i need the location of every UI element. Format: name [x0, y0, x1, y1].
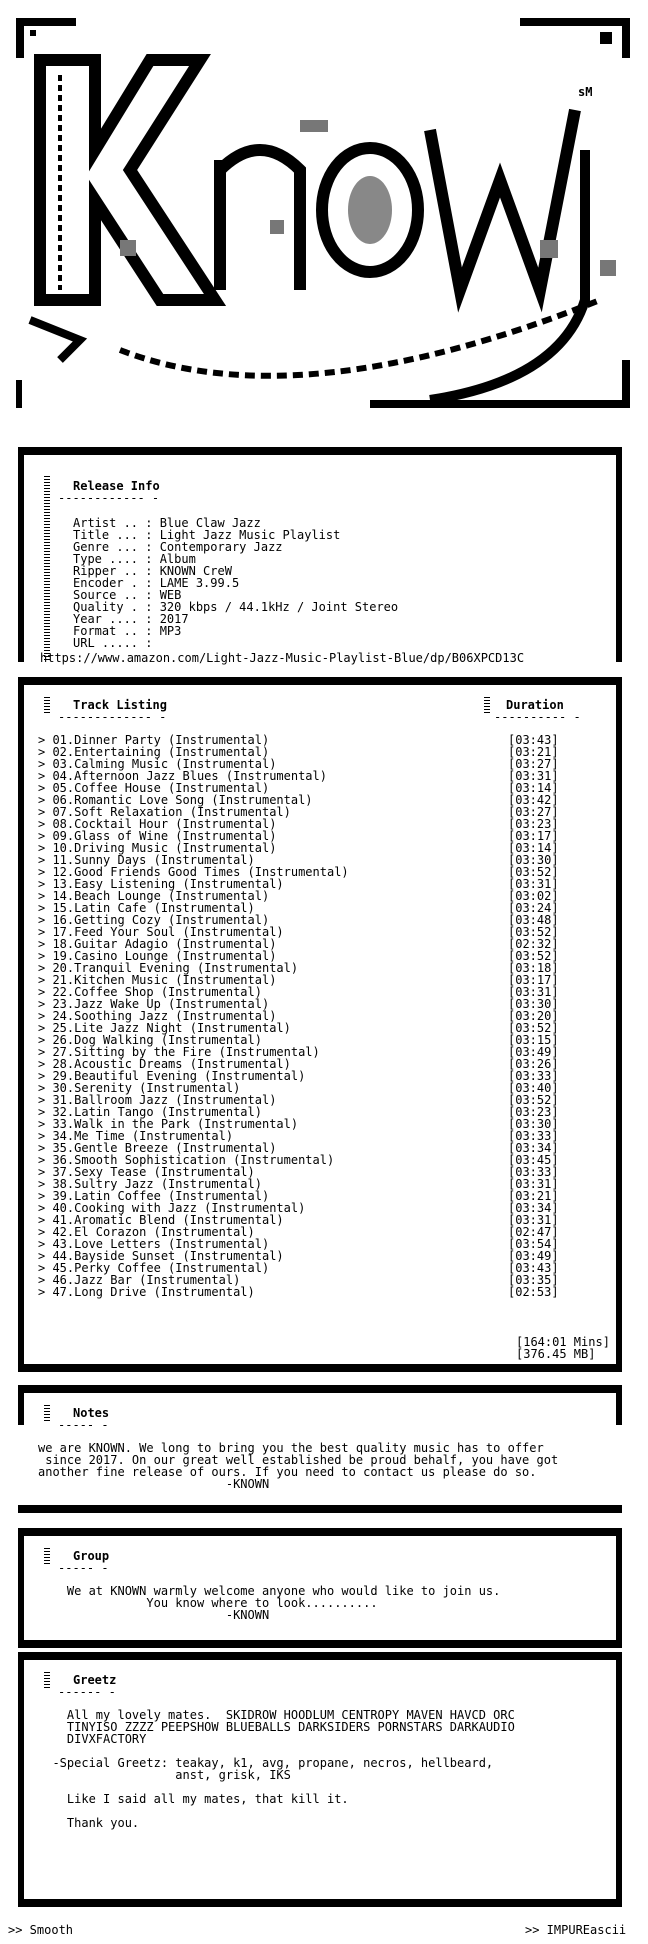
- text-line: Like I said all my mates, that kill it.: [38, 1792, 349, 1806]
- track-duration: [03:33]: [508, 1129, 559, 1143]
- track-duration: [03:48]: [508, 913, 559, 927]
- track-name: > 28.Acoustic Dreams (Instrumental): [38, 1057, 291, 1071]
- track-name: > 03.Calming Music (Instrumental): [38, 757, 277, 771]
- section-rule: ----- -: [58, 1418, 109, 1432]
- track-duration: [03:52]: [508, 949, 559, 963]
- track-name: > 34.Me Time (Instrumental): [38, 1129, 234, 1143]
- track-duration: [02:53]: [508, 1285, 559, 1299]
- release-field-value: KNOWN CreW: [159, 564, 232, 578]
- known-ascii-logo: [0, 0, 648, 440]
- release-field: [73, 637, 160, 649]
- track-name: > 01.Dinner Party (Instrumental): [38, 733, 270, 747]
- track-duration: [03:31]: [508, 1213, 559, 1227]
- release-field-label: Encoder . :: [73, 576, 160, 590]
- release-field-value: Album: [159, 552, 196, 566]
- release-field-label: Genre ... :: [73, 540, 160, 554]
- track-name: > 17.Feed Your Soul (Instrumental): [38, 925, 284, 939]
- track-duration: [03:30]: [508, 1117, 559, 1131]
- section-title: Greetz: [73, 1673, 117, 1687]
- release-field-value: 320 kbps / 44.1kHz / Joint Stereo: [159, 600, 399, 614]
- track-name: > 45.Perky Coffee (Instrumental): [38, 1261, 270, 1275]
- track-name: > 27.Sitting by the Fire (Instrumental): [38, 1045, 320, 1059]
- release-field-label: Source .. :: [73, 588, 160, 602]
- release-field-value: MP3: [159, 624, 182, 638]
- track-name: > 11.Sunny Days (Instrumental): [38, 853, 255, 867]
- track-duration: [03:23]: [508, 1105, 559, 1119]
- text-line: -Special Greetz: teakay, k1, avg, propane, necros, hellbeard,: [38, 1756, 494, 1770]
- track-row: [38, 1286, 618, 1298]
- track-duration: [03:33]: [508, 1069, 559, 1083]
- release-field-value: LAME 3.99.5: [159, 576, 240, 590]
- track-duration: [03:30]: [508, 853, 559, 867]
- frame-right: [616, 447, 622, 662]
- logo-graphic: [0, 0, 648, 440]
- track-name: > 12.Good Friends Good Times (Instrumental): [38, 865, 349, 879]
- frame-shade: [484, 695, 490, 713]
- track-name: > 16.Getting Cozy (Instrumental): [38, 913, 270, 927]
- track-name: > 42.El Corazon (Instrumental): [38, 1225, 255, 1239]
- frame-right: [616, 1528, 622, 1648]
- text-line: TINYISO ZZZZ PEEPSHOW BLUEBALLS DARKSIDERS PORNSTARS DARKAUDIO: [38, 1720, 515, 1734]
- section-title: Release Info: [73, 479, 160, 493]
- frame-left: [18, 1385, 24, 1425]
- release-field-value: Contemporary Jazz: [159, 540, 283, 554]
- text-line: DIVXFACTORY: [38, 1732, 147, 1746]
- notes-section: [18, 1385, 622, 1515]
- track-name: > 18.Guitar Adagio (Instrumental): [38, 937, 277, 951]
- track-duration: [03:34]: [508, 1141, 559, 1155]
- release-field-label: Format .. :: [73, 624, 160, 638]
- track-duration: [03:35]: [508, 1273, 559, 1287]
- track-duration: [02:32]: [508, 937, 559, 951]
- text-line: since 2017. On our great well established be proud behalf, you have got: [38, 1453, 559, 1467]
- track-duration: [03:02]: [508, 889, 559, 903]
- track-name: > 24.Soothing Jazz (Instrumental): [38, 1009, 277, 1023]
- release-url[interactable]: https://www.amazon.com/Light-Jazz-Music-Playlist-Blue/dp/B06XPCD13C: [40, 651, 525, 665]
- frame-shade: [44, 1670, 50, 1688]
- greetz-section: [18, 1652, 622, 1907]
- frame-top: [18, 677, 622, 685]
- total-time: [164:01 Mins]: [516, 1335, 610, 1349]
- frame-top: [18, 447, 622, 455]
- track-duration: [03:31]: [508, 769, 559, 783]
- release-field-value: WEB: [159, 588, 182, 602]
- track-name: > 06.Romantic Love Song (Instrumental): [38, 793, 313, 807]
- track-duration: [03:40]: [508, 1081, 559, 1095]
- footer-left-credit: >> Smooth: [8, 1923, 74, 1937]
- release-field-label: Year .... :: [73, 612, 160, 626]
- track-name: > 35.Gentle Breeze (Instrumental): [38, 1141, 277, 1155]
- track-duration: [03:18]: [508, 961, 559, 975]
- track-duration: [02:47]: [508, 1225, 559, 1239]
- track-duration: [03:33]: [508, 1165, 559, 1179]
- track-name: > 44.Bayside Sunset (Instrumental): [38, 1249, 284, 1263]
- footer-right-credit: >> IMPUREascii: [525, 1923, 627, 1937]
- track-duration: [03:27]: [508, 805, 559, 819]
- section-title: Group: [73, 1549, 110, 1563]
- track-duration: [03:49]: [508, 1249, 559, 1263]
- total-size: [376.45 MB]: [516, 1347, 596, 1361]
- frame-top: [18, 1652, 622, 1660]
- track-name: > 41.Aromatic Blend (Instrumental): [38, 1213, 284, 1227]
- section-title: Track Listing: [73, 698, 167, 712]
- track-name: > 09.Glass of Wine (Instrumental): [38, 829, 277, 843]
- release-field-value: 2017: [159, 612, 189, 626]
- release-field-label: Ripper .. :: [73, 564, 160, 578]
- release-field-label: Title ... :: [73, 528, 160, 542]
- track-duration: [03:23]: [508, 817, 559, 831]
- frame-right: [616, 1652, 622, 1907]
- track-duration: [03:49]: [508, 1045, 559, 1059]
- text-line: another fine release of ours. If you need to contact us please do so.: [38, 1465, 537, 1479]
- track-duration: [03:31]: [508, 877, 559, 891]
- track-name: > 46.Jazz Bar (Instrumental): [38, 1273, 241, 1287]
- track-name: > 23.Jazz Wake Up (Instrumental): [38, 997, 270, 1011]
- track-duration: [03:21]: [508, 745, 559, 759]
- text-line: You know where to look..........: [38, 1596, 378, 1610]
- release-field-label: Type .... :: [73, 552, 160, 566]
- track-name: > 43.Love Letters (Instrumental): [38, 1237, 270, 1251]
- frame-right: [616, 1385, 622, 1425]
- track-duration: [03:20]: [508, 1009, 559, 1023]
- track-name: > 13.Easy Listening (Instrumental): [38, 877, 284, 891]
- frame-shade: [44, 695, 50, 713]
- text-line: We at KNOWN warmly welcome anyone who would like to join us.: [38, 1584, 501, 1598]
- track-name: > 05.Coffee House (Instrumental): [38, 781, 270, 795]
- track-duration: [03:52]: [508, 1021, 559, 1035]
- release-field-label: Artist .. :: [73, 516, 160, 530]
- text-line: -KNOWN: [38, 1477, 270, 1491]
- track-duration: [03:54]: [508, 1237, 559, 1251]
- track-duration: [03:17]: [508, 973, 559, 987]
- track-duration: [03:43]: [508, 1261, 559, 1275]
- track-duration: [03:31]: [508, 1177, 559, 1191]
- track-duration: [03:15]: [508, 1033, 559, 1047]
- frame-shade: [44, 1546, 50, 1564]
- track-duration: [03:14]: [508, 781, 559, 795]
- track-duration: [03:26]: [508, 1057, 559, 1071]
- track-name: > 31.Ballroom Jazz (Instrumental): [38, 1093, 277, 1107]
- frame-left: [18, 677, 24, 1372]
- track-duration: [03:52]: [508, 925, 559, 939]
- frame-bottom: [18, 1505, 622, 1513]
- release-info-section: [18, 447, 622, 665]
- track-duration: [03:31]: [508, 985, 559, 999]
- track-duration: [03:30]: [508, 997, 559, 1011]
- track-name: > 22.Coffee Shop (Instrumental): [38, 985, 262, 999]
- release-field-value: Blue Claw Jazz: [159, 516, 261, 530]
- track-duration: [03:52]: [508, 865, 559, 879]
- track-listing-section: [18, 677, 622, 1372]
- track-duration: [03:27]: [508, 757, 559, 771]
- section-rule: ------------ -: [58, 491, 160, 505]
- text-line: Thank you.: [38, 1816, 140, 1830]
- track-name: > 36.Smooth Sophistication (Instrumental): [38, 1153, 335, 1167]
- logo-signature: sM: [578, 85, 593, 99]
- track-name: > 21.Kitchen Music (Instrumental): [38, 973, 277, 987]
- track-duration: [03:14]: [508, 841, 559, 855]
- frame-bottom: [18, 1640, 622, 1648]
- track-duration: [03:52]: [508, 1093, 559, 1107]
- track-duration: [03:17]: [508, 829, 559, 843]
- section-title: Notes: [73, 1406, 110, 1420]
- track-name: > 32.Latin Tango (Instrumental): [38, 1105, 262, 1119]
- section-rule: ----- -: [58, 1561, 109, 1575]
- track-name: > 47.Long Drive (Instrumental): [38, 1285, 255, 1299]
- frame-bottom: [18, 1364, 622, 1372]
- track-name: > 15.Latin Cafe (Instrumental): [38, 901, 255, 915]
- track-name: > 30.Serenity (Instrumental): [38, 1081, 241, 1095]
- frame-shade: [44, 1403, 50, 1421]
- frame-top: [18, 1385, 622, 1393]
- track-name: > 04.Afternoon Jazz Blues (Instrumental): [38, 769, 327, 783]
- track-duration: [03:43]: [508, 733, 559, 747]
- track-name: > 29.Beautiful Evening (Instrumental): [38, 1069, 306, 1083]
- duration-rule: ---------- -: [494, 710, 581, 724]
- text-line: anst, grisk, IKS: [38, 1768, 291, 1782]
- track-name: > 14.Beach Lounge (Instrumental): [38, 889, 270, 903]
- release-field-value: Light Jazz Music Playlist: [159, 528, 341, 542]
- track-name: > 37.Sexy Tease (Instrumental): [38, 1165, 255, 1179]
- track-name: > 19.Casino Lounge (Instrumental): [38, 949, 277, 963]
- track-name: > 10.Driving Music (Instrumental): [38, 841, 277, 855]
- release-field-label: Quality . :: [73, 600, 160, 614]
- track-name: > 07.Soft Relaxation (Instrumental): [38, 805, 291, 819]
- text-line: All my lovely mates. SKIDROW HOODLUM CENTROPY MAVEN HAVCD ORC: [38, 1708, 515, 1722]
- text-line: -KNOWN: [38, 1608, 270, 1622]
- track-name: > 40.Cooking with Jazz (Instrumental): [38, 1201, 306, 1215]
- section-rule: ------------- -: [58, 710, 167, 724]
- frame-bottom: [18, 1899, 622, 1907]
- track-name: > 20.Tranquil Evening (Instrumental): [38, 961, 299, 975]
- section-rule: ------ -: [58, 1685, 116, 1699]
- group-section: [18, 1528, 622, 1648]
- track-name: > 02.Entertaining (Instrumental): [38, 745, 270, 759]
- frame-left: [18, 447, 24, 662]
- track-name: > 25.Lite Jazz Night (Instrumental): [38, 1021, 291, 1035]
- track-name: > 39.Latin Coffee (Instrumental): [38, 1189, 270, 1203]
- track-name: > 26.Dog Walking (Instrumental): [38, 1033, 262, 1047]
- frame-shade: [44, 475, 50, 660]
- track-duration: [03:42]: [508, 793, 559, 807]
- track-name: > 33.Walk in the Park (Instrumental): [38, 1117, 299, 1131]
- release-field-label: URL ..... :: [73, 636, 160, 650]
- track-name: > 38.Sultry Jazz (Instrumental): [38, 1177, 262, 1191]
- track-duration: [03:45]: [508, 1153, 559, 1167]
- duration-title: Duration: [506, 698, 564, 712]
- track-duration: [03:21]: [508, 1189, 559, 1203]
- track-duration: [03:34]: [508, 1201, 559, 1215]
- track-name: > 08.Cocktail Hour (Instrumental): [38, 817, 277, 831]
- track-duration: [03:24]: [508, 901, 559, 915]
- frame-left: [18, 1652, 24, 1907]
- frame-top: [18, 1528, 622, 1536]
- text-line: we are KNOWN. We long to bring you the best quality music has to offer: [38, 1441, 544, 1455]
- frame-left: [18, 1528, 24, 1648]
